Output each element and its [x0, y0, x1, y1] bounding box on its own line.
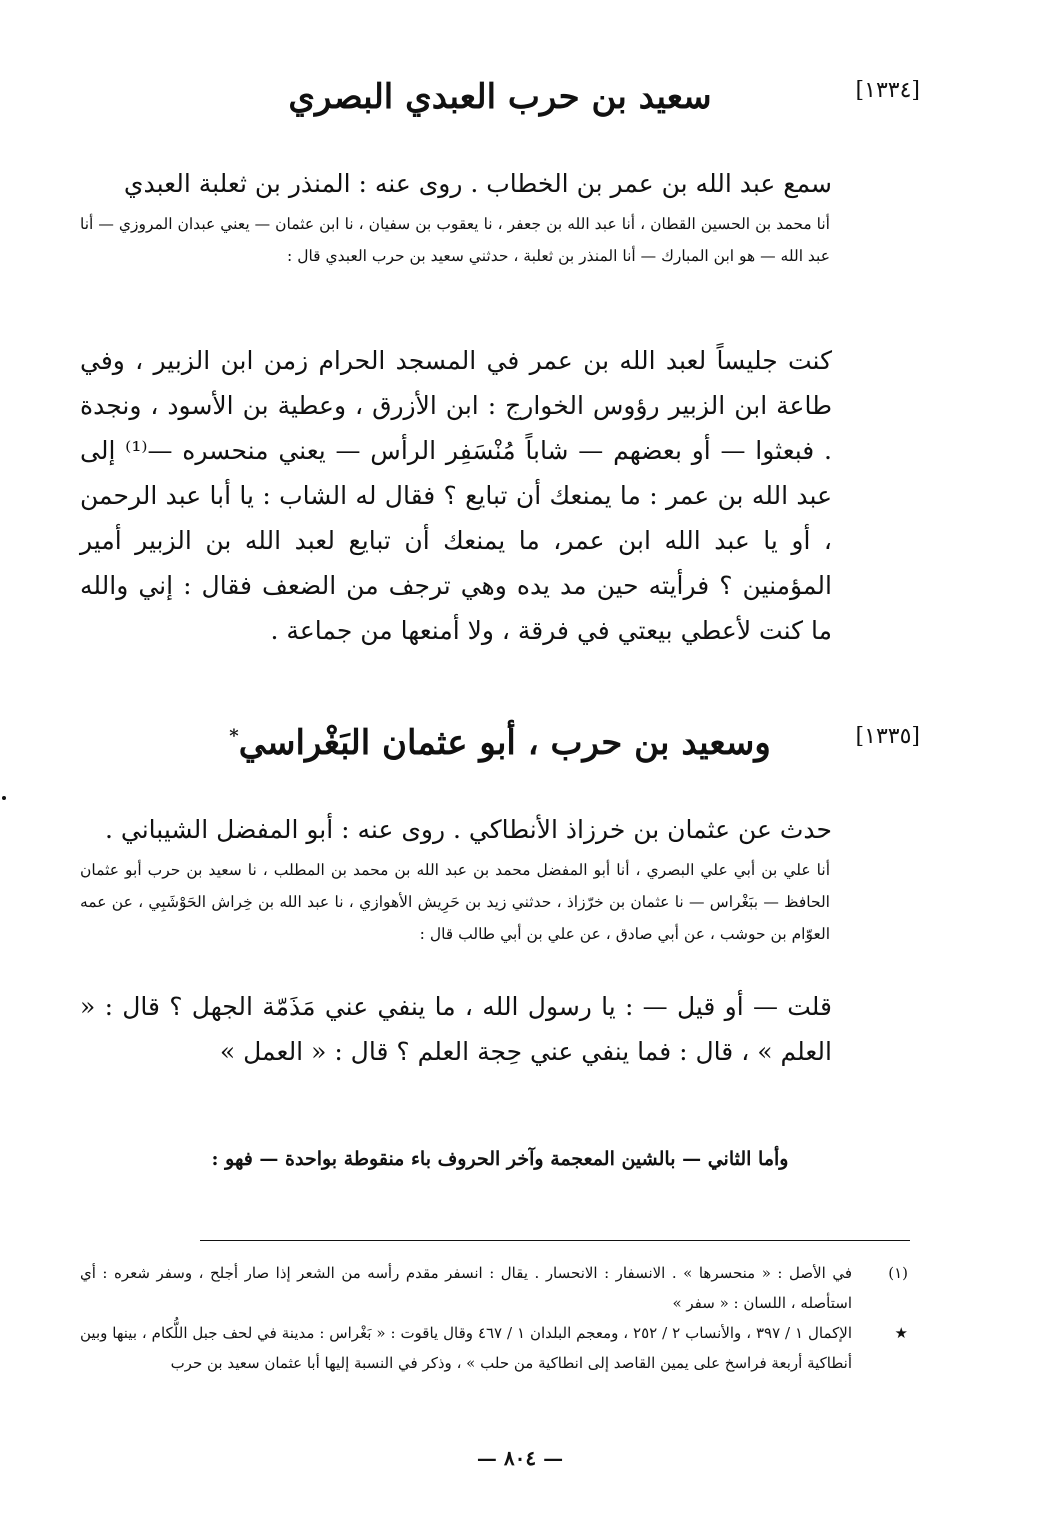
entry-title — [229, 723, 770, 763]
hadith-body: كنت جليساً لعبد الله بن عمر في المسجد الحرام زمن ابن الزبير ، وفي طاعة ابن الزبير رؤوس الخوارج : ابن الأزرق ، وعطية بن الأسود ، ونجدة . فبعثوا — أو بعضهم — شاباً مُنْسَفِر الرأس — يعني منحسره —⁽¹⁾ إلى عبد الله بن عمر : ما يمنعك أن تبايع ؟ فقال له الشاب : يا أبا عبد الرحمن ، أو يا عبد الله ابن عمر، ما يمنعك أن تبايع لعبد الله بن الزبير أمير المؤمنين ؟ فرأيته حين مد يده وهي ترجف من الضعف فقال : إني والله ما كنت لأعطي بيعتي في فرقة ، ولا أمنعها من جماعة . — [80, 346, 832, 645]
entry-header-1334 — [80, 72, 920, 122]
scan-mark — [2, 796, 6, 800]
footnote-divider — [200, 1240, 910, 1241]
footnote-marker: ★ — [894, 1324, 908, 1342]
footnote-text: الإكمال ١ / ٣٩٧ ، والأنساب ٢ / ٢٥٢ ، ومعجم البلدان ١ / ٤٦٧ وقال ياقوت : « بَغْراس : مدينة في لحف جبل اللُّكام ، بينها وبين أنطاكية أربعة فراسخ على يمين القاصد إلى انطاكية من حلب » ، وذكر في النسبة إليها أبا عثمان سعيد بن حرب — [80, 1324, 852, 1372]
footnote-text: في الأصل : « منحسرها » . الانسفار : الانحسار . يقال : انسفر مقدم رأسه من الشعر إذا صار أجلح ، وسفر شعره : أي استأصله ، اللسان : « سفر » — [80, 1264, 852, 1312]
page-number: — ٨٠٤ — — [476, 1446, 564, 1470]
entry-number: [١٣٣٤] — [855, 78, 920, 103]
isnad-paragraph: أنا علي بن أبي علي البصري ، أنا أبو المفضل محمد بن عبد الله بن محمد بن المطلب ، نا سعيد بن حرب أبو عثمان الحافظ — ببَغْراس — نا عثمان بن خرّزاذ ، حدثني زيد بن حَرِيش الأهوازي ، نا عبد الله بن خِراش الحَوْشَبِي ، عن عمه العوّام بن حوشب ، عن أبي صادق ، عن علي بن أبي طالب قال : — [80, 861, 830, 943]
footnotes — [80, 1258, 908, 1378]
footnote-star — [80, 1318, 908, 1378]
entry-number: [١٣٣٥] — [855, 724, 920, 749]
entry-intro: سمع عبد الله بن عمر بن الخطاب . روى عنه : المنذر بن ثعلبة العبدي — [123, 169, 832, 198]
hadith-body: قلت — أو قيل — : يا رسول الله ، ما ينفي عني مَذَمّة الجهل ؟ قال : « العلم » ، قال : فما ينفي عني حِجة العلم ؟ قال : « العمل » — [80, 992, 832, 1066]
entry-title: سعيد بن حرب العبدي البصري — [288, 77, 712, 117]
footnote-star-marker: * — [229, 725, 239, 747]
isnad-paragraph: أنا محمد بن الحسين القطان ، أنا عبد الله بن جعفر ، نا يعقوب بن سفيان ، نا ابن عثمان — يعني عبدان المروزي — أنا عبد الله — هو ابن المبارك — أنا المنذر بن ثعلبة ، حدثني سعيد بن حرب العبدي قال : — [80, 215, 830, 265]
entry-intro: حدث عن عثمان بن خرزاذ الأنطاكي . روى عنه : أبو المفضل الشيباني . — [104, 815, 832, 844]
entry-title-text: وسعيد بن حرب ، أبو عثمان البَغْراسي — [238, 723, 771, 763]
transition-line: وأما الثاني — بالشين المعجمة وآخر الحروف باء منقوطة بواحدة — فهو : — [211, 1148, 789, 1170]
footnote-marker: (١) — [888, 1264, 908, 1282]
footnote-1 — [80, 1258, 908, 1318]
entry-header-1335 — [80, 718, 920, 768]
